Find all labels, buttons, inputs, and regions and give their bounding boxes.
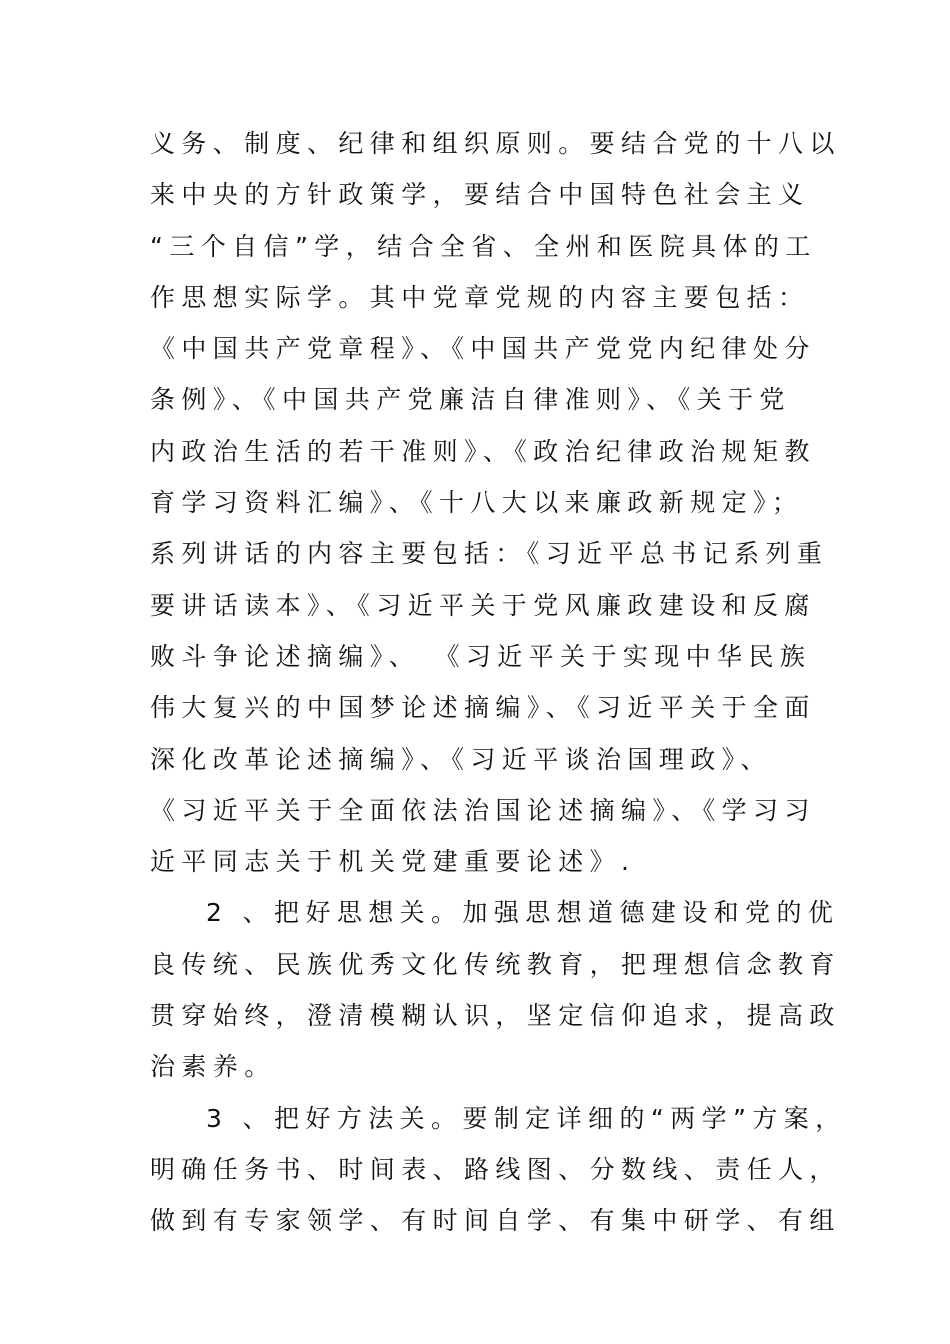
document-body (150, 118, 847, 1247)
text-line-21: 明确任务书、时间表、路线图、分数线、责任人， (150, 1154, 841, 1184)
text-line-22: 做到有专家领学、有时间自学、有集中研学、有组 (150, 1206, 841, 1236)
text-line-18: 贯穿始终，澄清模糊认识，坚定信仰追求，提高政 (150, 1001, 841, 1031)
text-line-17: 良传统、民族优秀文化传统教育，把理想信念教育 (150, 949, 841, 979)
text-line-4: 作思想实际学。其中党章党规的内容主要包括： (150, 282, 810, 312)
paragraph-2-start: 2 、把好思想关。加强思想道德建设和党的优 (206, 898, 840, 928)
text-line-10: 要讲话读本》、《习近平关于党风廉政建设和反腐 (150, 590, 816, 620)
text-line-9: 系列讲话的内容主要包括：《习近平总书记系列重 (150, 539, 829, 569)
text-line-1: 义务、制度、纪律和组织原则。要结合党的十八以 (150, 129, 841, 158)
text-line-11: 败斗争论述摘编》、 《习近平关于实现中华民族 (150, 641, 812, 671)
text-line-2: 来中央的方针政策学，要结合中国特色社会主义 (150, 180, 810, 210)
text-line-3: “三个自信”学，结合全省、全州和医院具体的工 (150, 231, 817, 261)
text-line-19: 治素养。 (150, 1052, 276, 1082)
text-line-13: 深化改革论述摘编》、《习近平谈治国理政》、 (150, 744, 772, 774)
text-line-7: 内政治生活的若干准则》、《政治纪律政治规矩教 (150, 436, 816, 466)
text-line-15: 近平同志关于机关党建重要论述》. (150, 847, 636, 877)
text-line-8: 育学习资料汇编》、《十八大以来廉政新规定》； (150, 488, 804, 518)
paragraph-3-start: 3 、把好方法关。要制定详细的“两学”方案， (206, 1103, 847, 1133)
text-line-14: 《习近平关于全面依法治国论述摘编》、《学习习 (150, 795, 816, 825)
text-line-6: 条例》、《中国共产党廉洁自律准则》、《关于党 (150, 385, 791, 415)
text-line-5: 《中国共产党章程》、《中国共产党党内纪律处分 (150, 334, 816, 364)
text-line-12: 伟大复兴的中国梦论述摘编》、《习近平关于全面 (150, 693, 816, 723)
